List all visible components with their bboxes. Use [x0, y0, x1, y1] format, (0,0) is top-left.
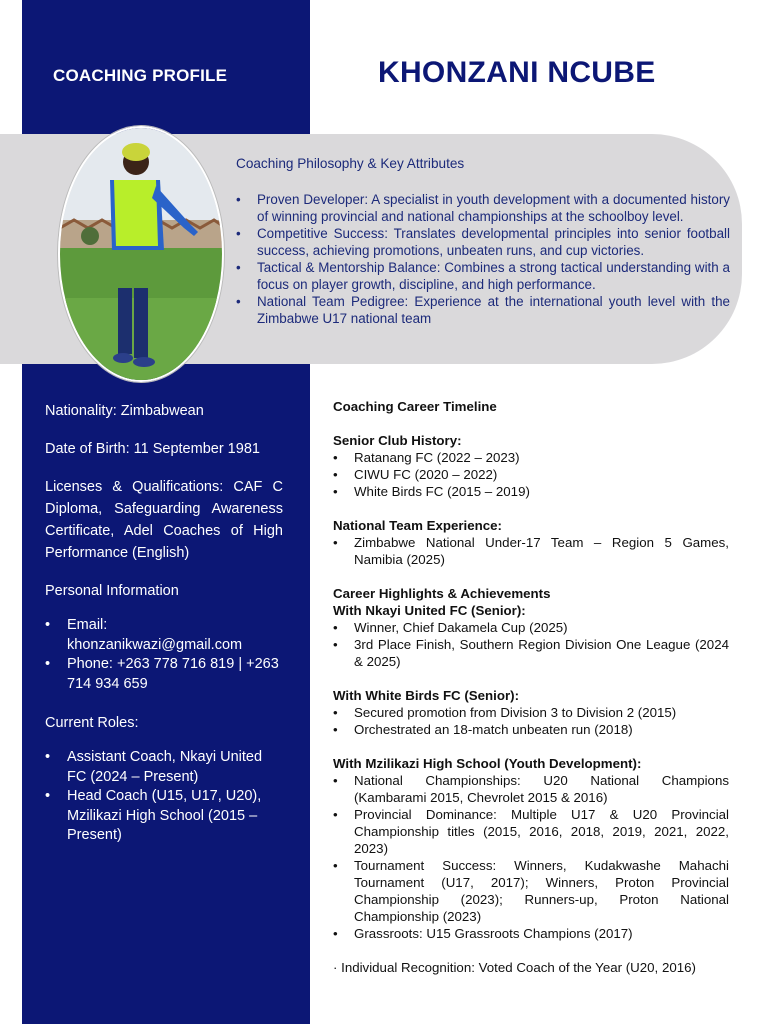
list-item: • Orchestrated an 18-match unbeaten run (2018)	[333, 721, 729, 738]
training-bib	[114, 180, 158, 246]
white-birds-list	[333, 704, 729, 738]
national-team-list	[333, 534, 729, 568]
individual-recognition: · Individual Recognition: Voted Coach of the Year (U20, 2016)	[333, 960, 696, 975]
list-item: • Winner, Chief Dakamela Cup (2025)	[333, 619, 729, 636]
current-roles-heading: Current Roles:	[45, 715, 139, 731]
list-item: • Ratanang FC (2022 – 2023)	[333, 449, 729, 466]
list-item: • Tactical & Mentorship Balance: Combines a strong tactical understanding with a focus on player growth, discipline, and high performance.	[236, 259, 730, 293]
nationality: Nationality: Zimbabwean	[45, 403, 204, 419]
email-item: • Email: khonzanikwazi@gmail.com	[45, 616, 283, 655]
leg-right	[134, 288, 148, 358]
list-item: • Provincial Dominance: Multiple U17 & U20 Provincial Championship titles (2015, 2016, 2018, 2019, 2021, 2022, 2023)	[333, 806, 729, 857]
list-item: • Tournament Success: Winners, Kudakwashe Mahachi Tournament (U17, 2017); Winners, Proton Provincial Championship (2023); Runners-up, Proton National Championship (2023)	[333, 857, 729, 925]
list-item: • Head Coach (U15, U17, U20), Mzilikazi High School (2015 – Present)	[45, 787, 283, 846]
list-item: • 3rd Place Finish, Southern Region Division One League (2024 & 2025)	[333, 636, 729, 670]
white-birds-heading: With White Birds FC (Senior):	[333, 688, 520, 703]
list-item: • National Championships: U20 National Champions (Kambarami 2015, Chevrolet 2015 & 2016)	[333, 772, 729, 806]
roles-list	[45, 748, 283, 846]
coach-photo-illustration	[60, 128, 224, 382]
list-item: • CIWU FC (2020 – 2022)	[333, 466, 729, 483]
shoe-left	[113, 353, 133, 363]
career-timeline	[333, 398, 729, 976]
mzilikazi-list	[333, 772, 729, 942]
list-item: • White Birds FC (2015 – 2019)	[333, 483, 729, 500]
list-item: • Secured promotion from Division 3 to Division 2 (2015)	[333, 704, 729, 721]
contact-list	[45, 616, 283, 694]
list-item: • Proven Developer: A specialist in youth development with a documented history of winning provincial and national championships at the schoolboy level.	[236, 191, 730, 225]
senior-club-list	[333, 449, 729, 500]
list-item: • Competitive Success: Translates developmental principles into senior football success, achieving promotions, unbeaten runs, and cup victories.	[236, 225, 730, 259]
philosophy-heading: Coaching Philosophy & Key Attributes	[236, 156, 465, 171]
coach-photo	[58, 126, 224, 382]
personal-details	[45, 400, 283, 864]
beanie	[122, 143, 150, 161]
personal-info-heading: Personal Information	[45, 583, 179, 599]
page-title: KHONZANI NCUBE	[378, 56, 656, 89]
profile-label: COACHING PROFILE	[53, 66, 228, 85]
philosophy-list	[236, 191, 730, 327]
nkayi-heading: With Nkayi United FC (Senior):	[333, 603, 526, 618]
list-item: • Zimbabwe National Under-17 Team – Region 5 Games, Namibia (2025)	[333, 534, 729, 568]
leg-left	[118, 288, 132, 354]
senior-club-heading: Senior Club History:	[333, 433, 462, 448]
list-item: • National Team Pedigree: Experience at the international youth level with the Zimbabwe U17 national team	[236, 293, 730, 327]
licenses-qualifications: Licenses & Qualifications: CAF C Diploma, Safeguarding Awareness Certificate, Adel Coaches of High Performance (English)	[45, 479, 283, 561]
date-of-birth: Date of Birth: 11 September 1981	[45, 441, 260, 457]
nkayi-list	[333, 619, 729, 670]
list-item: • Assistant Coach, Nkayi United FC (2024 – Present)	[45, 748, 283, 787]
highlights-heading: Career Highlights & Achievements	[333, 586, 551, 601]
timeline-heading: Coaching Career Timeline	[333, 399, 497, 414]
mzilikazi-heading: With Mzilikazi High School (Youth Development):	[333, 756, 642, 771]
tree	[81, 227, 99, 245]
shoe-right	[133, 357, 155, 367]
phone-item: • Phone: +263 778 716 819 | +263 714 934 659	[45, 655, 283, 694]
national-team-heading: National Team Experience:	[333, 518, 502, 533]
philosophy-section	[236, 155, 730, 327]
list-item: • Grassroots: U15 Grassroots Champions (2017)	[333, 925, 729, 942]
